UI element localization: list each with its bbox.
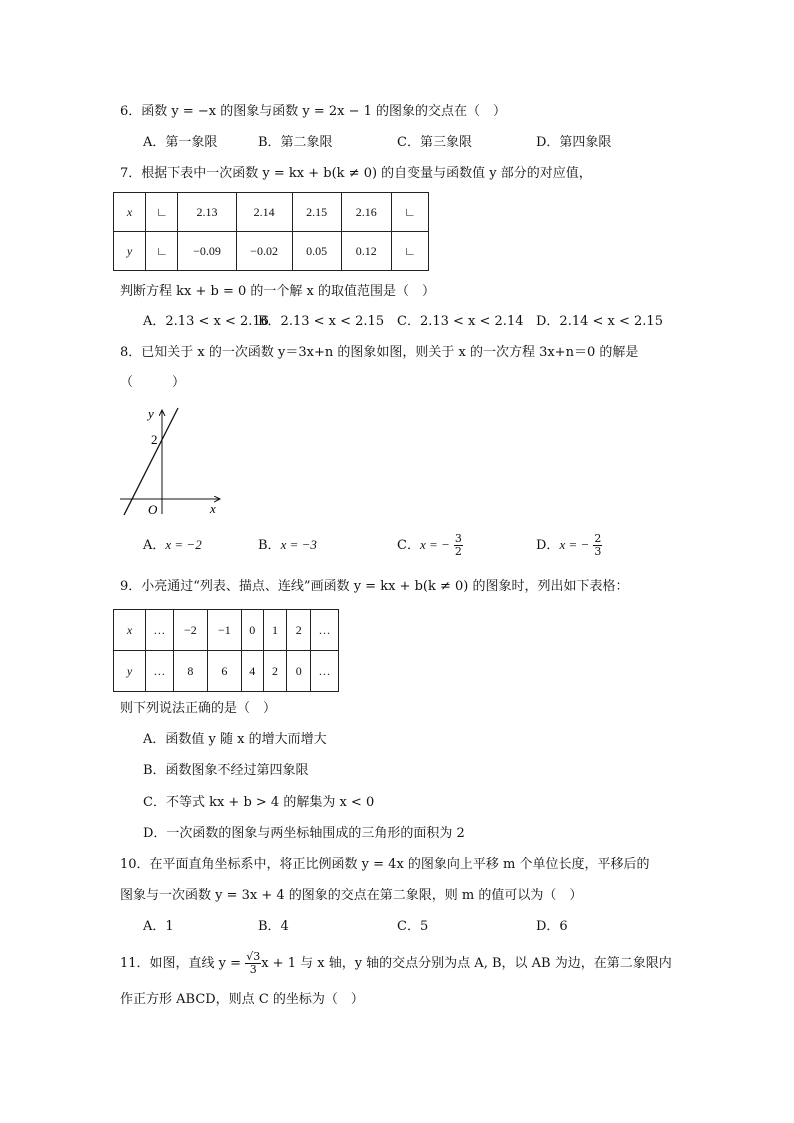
q9-table-cell: 4 [241,651,263,692]
q7-table-cell: 2.14 [236,193,292,232]
q9-table-cell: 0 [241,610,263,651]
q9-table-cell: … [145,610,173,651]
q10-option-b: B．4 [258,919,289,934]
q11-stem-line2: 作正方形 ABCD，则点 C 的坐标为（ ） [120,992,364,1007]
q7-option-d: D．2.14 < x < 2.15 [536,314,663,329]
q7-table-cell: ∟ [146,193,178,232]
q7-table-cell: ∟ [391,193,428,232]
q9-table-cell: −2 [173,610,207,651]
q10-option-c: C．5 [397,919,429,934]
q7-table-cell: 0.05 [292,232,341,271]
q6-option-a: A．第一象限 [143,135,218,150]
q8-option-b: B．x = −3 [258,537,317,553]
q8-answer-paren: （ ） [120,375,186,390]
y-axis-label: y [148,406,154,421]
q9-table-cell: x [114,610,146,651]
q6-stem: 6．函数 y = −x 的图象与函数 y = 2x − 1 的图象的交点在（ ） [120,104,507,119]
q10-stem-line2: 图象与一次函数 y = 3x + 4 的图象的交点在第二象限，则 m 的值可以为（ ） [120,888,583,903]
q9-table-cell: … [311,610,339,651]
q7-table-cell: 2.16 [341,193,391,232]
q9-table-cell: y [114,651,146,692]
q9-option-d: D．一次函数的图象与两坐标轴围成的三角形的面积为 2 [143,826,465,841]
q8-line-graph [118,402,228,520]
q7-table-cell: 2.15 [292,193,341,232]
q9-table-cell: … [311,651,339,692]
q7-table-cell: y [114,232,146,271]
q9-option-c: C．不等式 kx + b > 4 的解集为 x < 0 [143,795,375,810]
q9-table-cell: 1 [263,610,287,651]
q7-option-a: A．2.13 < x < 2.16 [143,314,269,329]
q6-option-c: C．第三象限 [397,135,472,150]
fraction: $\frac{√3}{3}$ [246,950,261,976]
q9-option-a: A．函数值 y 随 x 的增大而增大 [143,732,327,747]
q10-option-a: A．1 [143,919,174,934]
q7-table-cell: −0.02 [236,232,292,271]
q9-value-table [113,609,339,692]
q7-table-cell: 2.13 [178,193,236,232]
q7-value-table [113,192,429,271]
q8-option-c: C．x = − $\frac{3}{2}$ [397,532,462,558]
q8-option-d: D．x = − $\frac{2}{3}$ [536,532,602,558]
q9-table-cell: 2 [287,610,311,651]
q7-table-cell: x [114,193,146,232]
q9-table-cell: 6 [207,651,241,692]
origin-label: O [148,502,158,517]
q8-option-a: A．x = −2 [143,537,202,553]
q6-option-b: B．第二象限 [258,135,333,150]
q9-option-b: B．函数图象不经过第四象限 [143,763,309,778]
q9-table-cell: −1 [207,610,241,651]
y-intercept-label: 2 [151,432,158,447]
q7-table-cell: 0.12 [341,232,391,271]
q9-table-cell: 0 [287,651,311,692]
q9-table-cell: … [145,651,173,692]
q7-table-cell: ∟ [391,232,428,271]
q8-stem: 8．已知关于 x 的一次函数 y＝3x+n 的图象如图，则关于 x 的一次方程 3x+n＝0 的解是 [120,345,639,360]
q7-question: 判断方程 kx + b = 0 的一个解 x 的取值范围是（ ） [120,284,435,299]
q7-table-cell: ∟ [146,232,178,271]
x-axis-label: x [210,501,216,516]
q6-option-d: D．第四象限 [536,135,612,150]
q9-question: 则下列说法正确的是（ ） [120,701,277,716]
q9-table-cell: 8 [173,651,207,692]
q7-stem: 7．根据下表中一次函数 y = kx + b(k ≠ 0) 的自变量与函数值 y 部分的对应值， [120,166,592,181]
q11-stem-line1: 11．如图，直线 y = $\frac{√3}{3}$ x + 1 与 x 轴，y 轴的交点分别为点 A, B，以 AB 为边，在第二象限内 [120,950,672,976]
q9-stem: 9．小亮通过“列表、描点、连线”画函数 y = kx + b(k ≠ 0) 的图象时，列出如下表格： [120,579,629,594]
q9-table-cell: 2 [263,651,287,692]
q7-option-c: C．2.13 < x < 2.14 [397,314,524,329]
fraction: $\frac{3}{2}$ [454,532,462,558]
q10-option-d: D．6 [536,919,568,934]
fraction: $\frac{2}{3}$ [594,532,602,558]
q7-table-cell: −0.09 [178,232,236,271]
q10-stem-line1: 10．在平面直角坐标系中，将正比例函数 y = 4x 的图象向上平移 m 个单位长度，平移后的 [120,857,650,872]
q7-option-b: B．2.13 < x < 2.15 [258,314,385,329]
